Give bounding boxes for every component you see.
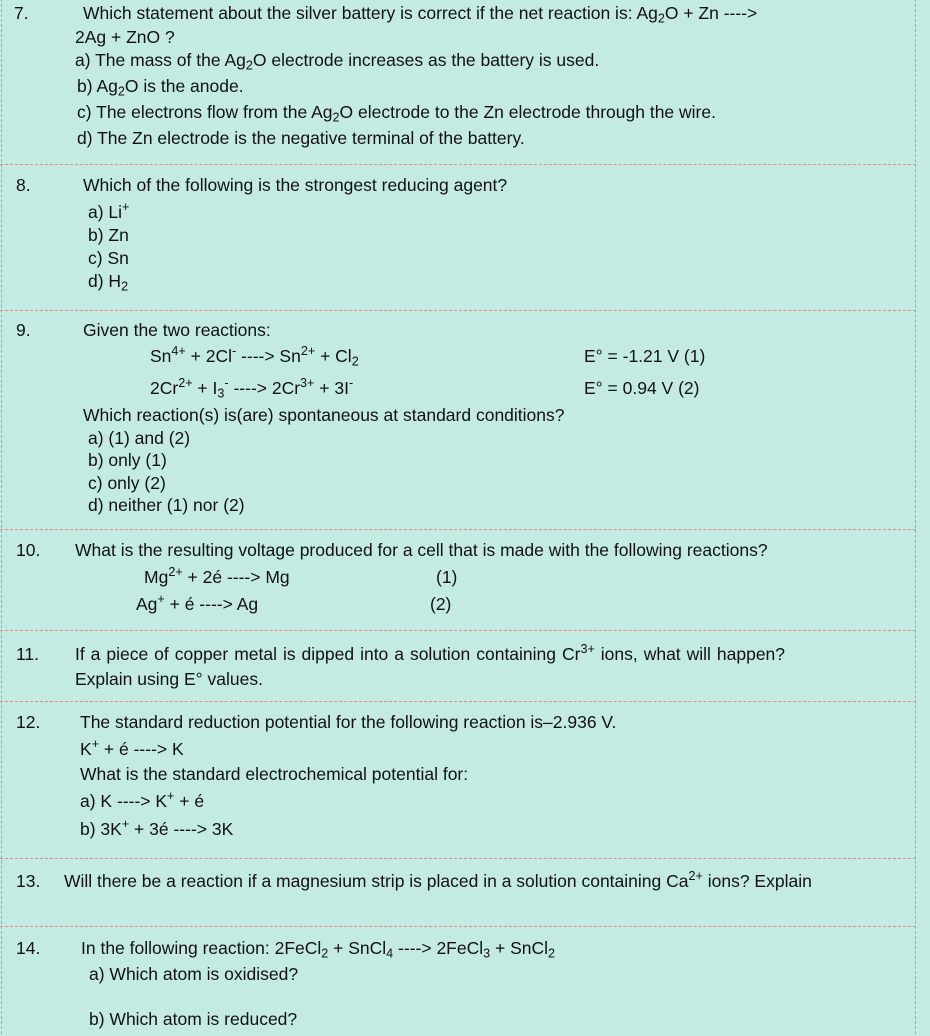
option-d: d) $H_2$ bbox=[88, 271, 129, 294]
option-c: c) Sn bbox=[88, 248, 129, 268]
question-number: 8. bbox=[16, 175, 31, 195]
question-11 bbox=[0, 630, 916, 701]
question-number: 13. bbox=[16, 871, 41, 891]
reaction-1-potential: E° = -1.21 V (1) bbox=[584, 346, 706, 366]
option-b: b) Zn bbox=[88, 225, 129, 245]
option-a: a) (1) and (2) bbox=[88, 428, 191, 448]
reaction-2-tag: (2) bbox=[430, 594, 452, 614]
question-10 bbox=[0, 529, 916, 630]
option-b: b) only (1) bbox=[88, 450, 167, 470]
option-d: d) neither (1) nor (2) bbox=[88, 495, 245, 515]
reaction: K+ + é ----> K bbox=[80, 737, 184, 759]
question-stem: The standard reduction potential for the following reaction is–2.936 V. bbox=[80, 712, 617, 732]
option-b: b) $Ag_2O$ is the anode. bbox=[77, 76, 244, 99]
option-a: a) K ----> K+ + é bbox=[80, 789, 205, 811]
question-line-2: Explain using E° values. bbox=[75, 669, 263, 689]
question-line-1: If a piece of copper metal is dipped into a solution containing $Cr^{3+}$ ions, what will happen? bbox=[75, 642, 786, 664]
reaction-1: $Sn^{4+} + 2Cl^-$ ----> $Sn^{2+} + Cl_2$ bbox=[150, 344, 359, 369]
question-number: 11. bbox=[16, 644, 40, 664]
option-a: a) The mass of the $Ag_2O$ electrode increases as the battery is used. bbox=[75, 50, 600, 73]
option-a: a) Which atom is oxidised? bbox=[89, 964, 299, 984]
option-d: d) The Zn electrode is the negative terminal of the battery. bbox=[77, 128, 525, 148]
question-13 bbox=[0, 858, 916, 926]
question-12 bbox=[0, 701, 916, 858]
question-number: 7. bbox=[14, 3, 29, 23]
question-number: 10. bbox=[16, 540, 41, 560]
question-14 bbox=[0, 926, 916, 1036]
question-number: 9. bbox=[16, 320, 31, 340]
option-b: b) Which atom is reduced? bbox=[89, 1009, 298, 1029]
question-7 bbox=[0, 0, 916, 164]
question-number: 12. bbox=[16, 712, 41, 732]
question-stem: Given the two reactions: bbox=[83, 320, 271, 340]
reaction-1-tag: (1) bbox=[436, 567, 458, 587]
question-stem: Which statement about the silver battery is correct if the net reaction is: $Ag_2O + Zn$ ----> bbox=[83, 3, 758, 26]
question-number: 14. bbox=[16, 938, 41, 958]
question-stem: What is the resulting voltage produced for a cell that is made with the following reactions? bbox=[75, 540, 768, 560]
question-text: What is the standard electrochemical potential for: bbox=[80, 764, 469, 784]
question-text: Which reaction(s) is(are) spontaneous at standard conditions? bbox=[83, 405, 565, 425]
question-stem: Which of the following is the strongest reducing agent? bbox=[83, 175, 508, 195]
option-c: c) The electrons flow from the $Ag_2O$ electrode to the Zn electrode through the wire. bbox=[77, 102, 716, 125]
question-stem-cont: 2Ag + ZnO ? bbox=[75, 27, 175, 47]
question-text: Will there be a reaction if a magnesium strip is placed in a solution containing $Ca^{2+}$ ions? Explain bbox=[64, 869, 812, 891]
reaction-2-potential: E° = 0.94 V (2) bbox=[584, 378, 700, 398]
question-9 bbox=[0, 310, 916, 529]
question-8 bbox=[0, 164, 916, 310]
reaction-2: $2Cr^{2+} + I_3^-$ ----> $2Cr^{3+} + 3I^-$ bbox=[150, 376, 354, 401]
reaction-2: Ag+ + é ----> Ag bbox=[136, 592, 259, 614]
option-c: c) only (2) bbox=[88, 473, 166, 493]
question-stem: In the following reaction: 2FeCl$_2$ + SnCl$_4$ ----> 2FeCl$_3$ + SnCl$_2$ bbox=[81, 938, 556, 961]
reaction-1: $Mg^{2+}$ + 2é ----> Mg bbox=[144, 565, 290, 587]
option-a: a) Li+ bbox=[88, 200, 130, 222]
option-b: b) 3K+ + 3é ----> 3K bbox=[80, 817, 234, 839]
